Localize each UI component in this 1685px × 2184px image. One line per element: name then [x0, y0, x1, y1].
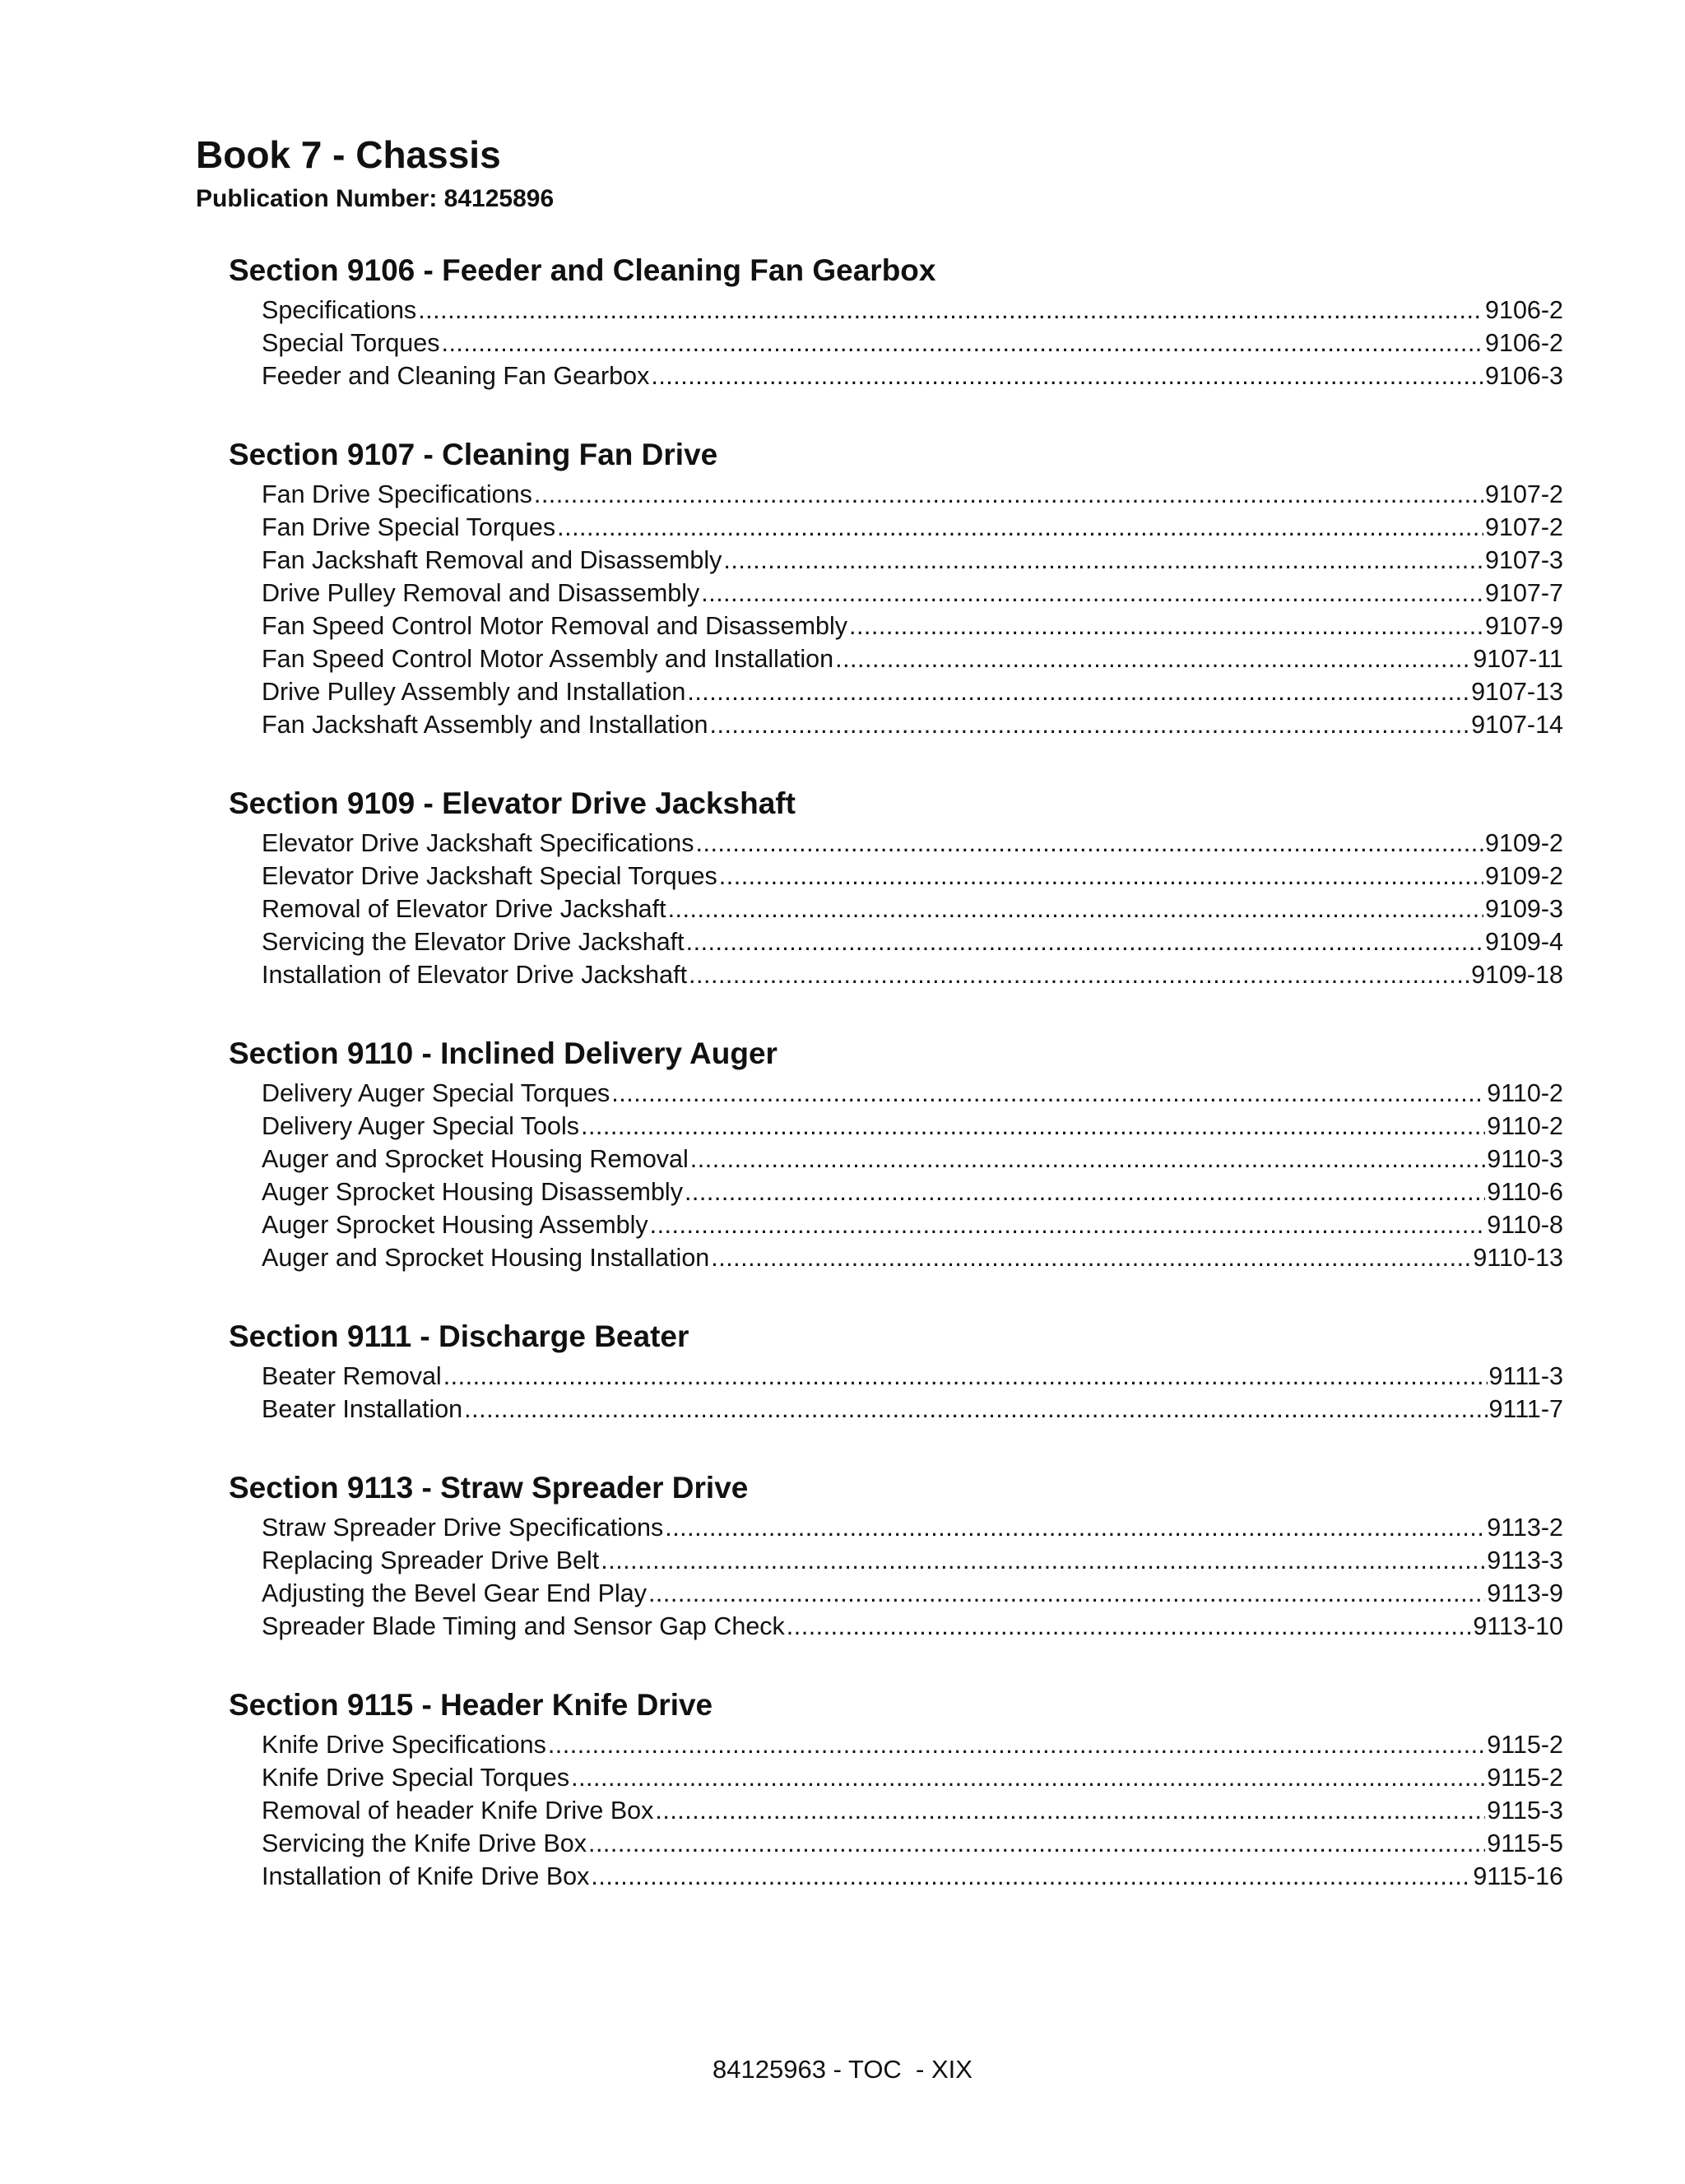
toc-entry[interactable]	[262, 1610, 1563, 1643]
entry-label: Drive Pulley Assembly and Installation	[262, 678, 686, 706]
toc-entry[interactable]	[262, 675, 1563, 708]
toc-entry[interactable]	[262, 958, 1563, 991]
entry-page-number: 9106-3	[1485, 362, 1563, 390]
entry-label: Fan Speed Control Motor Removal and Disassembly	[262, 612, 847, 640]
toc-entry[interactable]	[262, 1360, 1563, 1393]
dot-leader	[835, 642, 1471, 675]
toc-entry[interactable]	[262, 1143, 1563, 1175]
section-title: Section 9107 - Cleaning Fan Drive	[229, 438, 718, 471]
dot-leader	[548, 1728, 1485, 1761]
toc-entry[interactable]	[262, 577, 1563, 610]
entry-page-number: 9107-11	[1473, 645, 1563, 673]
entry-label: Feeder and Cleaning Fan Gearbox	[262, 362, 650, 390]
entry-label: Drive Pulley Removal and Disassembly	[262, 579, 700, 607]
section-title: Section 9111 - Discharge Beater	[229, 1319, 689, 1353]
dot-leader	[651, 359, 1483, 392]
entry-page-number: 9115-16	[1473, 1862, 1563, 1890]
entry-label: Elevator Drive Jackshaft Specifications	[262, 829, 694, 857]
dot-leader	[710, 708, 1470, 741]
toc-entry[interactable]	[262, 827, 1563, 860]
dot-leader	[601, 1544, 1485, 1577]
dot-leader	[557, 511, 1483, 544]
entry-page-number: 9107-13	[1471, 678, 1563, 706]
entry-label: Fan Drive Specifications	[262, 480, 532, 508]
entry-label: Elevator Drive Jackshaft Special Torques	[262, 862, 717, 890]
dot-leader	[665, 1511, 1485, 1544]
entry-page-number: 9106-2	[1485, 329, 1563, 357]
entry-page-number: 9109-2	[1485, 829, 1563, 857]
entry-label: Spreader Blade Timing and Sensor Gap Check	[262, 1612, 785, 1640]
dot-leader	[668, 893, 1483, 925]
dot-leader	[689, 958, 1469, 991]
entry-page-number: 9109-4	[1485, 928, 1563, 956]
toc-entry[interactable]	[262, 327, 1563, 359]
toc-entry[interactable]	[262, 1860, 1563, 1893]
entry-label: Fan Jackshaft Removal and Disassembly	[262, 546, 722, 574]
section-title: Section 9110 - Inclined Delivery Auger	[229, 1036, 778, 1070]
section-entries	[229, 1077, 1563, 1274]
toc-entry[interactable]	[262, 294, 1563, 327]
entry-label: Removal of header Knife Drive Box	[262, 1797, 654, 1825]
section-title: Section 9109 - Elevator Drive Jackshaft	[229, 786, 796, 820]
toc-entry[interactable]	[262, 1794, 1563, 1827]
dot-leader	[723, 544, 1483, 577]
entry-label: Adjusting the Bevel Gear End Play	[262, 1579, 647, 1607]
dot-leader	[690, 1143, 1485, 1175]
toc-entry[interactable]	[262, 478, 1563, 511]
toc-entry[interactable]	[262, 1077, 1563, 1110]
book-title: Book 7 - Chassis	[196, 133, 501, 176]
dot-leader	[571, 1761, 1485, 1794]
entry-page-number: 9107-2	[1485, 480, 1563, 508]
toc-entry[interactable]	[262, 1577, 1563, 1610]
toc-entry[interactable]	[262, 1241, 1563, 1274]
entry-page-number: 9110-2	[1487, 1079, 1563, 1107]
dot-leader	[591, 1860, 1471, 1893]
entry-page-number: 9107-9	[1485, 612, 1563, 640]
entry-label: Specifications	[262, 296, 417, 324]
dot-leader	[588, 1827, 1485, 1860]
section-entries	[229, 827, 1563, 991]
entry-label: Removal of Elevator Drive Jackshaft	[262, 895, 666, 923]
dot-leader	[611, 1077, 1485, 1110]
toc-entry[interactable]	[262, 642, 1563, 675]
entry-label: Delivery Auger Special Torques	[262, 1079, 610, 1107]
entry-label: Fan Speed Control Motor Assembly and Installation	[262, 645, 834, 673]
entry-label: Installation of Knife Drive Box	[262, 1862, 590, 1890]
entry-page-number: 9115-5	[1487, 1829, 1563, 1857]
entry-page-number: 9107-3	[1485, 546, 1563, 574]
entry-label: Auger Sprocket Housing Disassembly	[262, 1178, 683, 1206]
entry-label: Fan Jackshaft Assembly and Installation	[262, 711, 708, 739]
section-entries	[229, 1511, 1563, 1643]
entry-page-number: 9109-18	[1471, 961, 1563, 989]
entry-page-number: 9110-3	[1487, 1145, 1563, 1173]
dot-leader	[849, 610, 1483, 642]
entry-page-number: 9111-3	[1488, 1362, 1563, 1390]
dot-leader	[655, 1794, 1485, 1827]
toc-entry[interactable]	[262, 1728, 1563, 1761]
dot-leader	[464, 1393, 1487, 1426]
entry-label: Delivery Auger Special Tools	[262, 1112, 579, 1140]
toc-entry[interactable]	[262, 860, 1563, 893]
toc-section	[229, 1468, 1563, 1643]
entry-page-number: 9113-2	[1487, 1514, 1563, 1542]
dot-leader	[441, 327, 1483, 359]
entry-label: Straw Spreader Drive Specifications	[262, 1514, 664, 1542]
entry-page-number: 9113-9	[1487, 1579, 1563, 1607]
entry-label: Auger and Sprocket Housing Installation	[262, 1244, 710, 1272]
entry-label: Auger and Sprocket Housing Removal	[262, 1145, 689, 1173]
page-footer: 84125963 - TOC - XIX	[713, 2055, 972, 2084]
entry-label: Beater Installation	[262, 1395, 463, 1423]
entry-label: Replacing Spreader Drive Belt	[262, 1546, 600, 1574]
dot-leader	[696, 827, 1484, 860]
entry-page-number: 9110-2	[1487, 1112, 1563, 1140]
entry-label: Knife Drive Special Torques	[262, 1764, 570, 1792]
toc-entry[interactable]	[262, 1175, 1563, 1208]
section-title: Section 9113 - Straw Spreader Drive	[229, 1471, 749, 1505]
entry-label: Beater Removal	[262, 1362, 442, 1390]
publication-number: Publication Number: 84125896	[196, 185, 555, 212]
section-entries	[229, 1360, 1563, 1426]
toc-entry[interactable]	[262, 1761, 1563, 1794]
entry-page-number: 9109-2	[1485, 862, 1563, 890]
dot-leader	[534, 478, 1483, 511]
toc-entry[interactable]	[262, 1511, 1563, 1544]
entry-page-number: 9115-2	[1487, 1731, 1563, 1759]
toc-entry[interactable]	[262, 511, 1563, 544]
dot-leader	[787, 1610, 1472, 1643]
section-title: Section 9115 - Header Knife Drive	[229, 1688, 713, 1722]
entry-page-number: 9110-8	[1487, 1211, 1563, 1239]
dot-leader	[581, 1110, 1485, 1143]
dot-leader	[685, 1175, 1485, 1208]
toc-entry[interactable]	[262, 610, 1563, 642]
section-entries	[229, 1728, 1563, 1893]
section-entries	[229, 294, 1563, 392]
entry-label: Installation of Elevator Drive Jackshaft	[262, 961, 688, 989]
entry-page-number: 9115-2	[1487, 1764, 1563, 1792]
entry-label: Knife Drive Specifications	[262, 1731, 546, 1759]
toc-section	[229, 435, 1563, 741]
toc-entry[interactable]	[262, 544, 1563, 577]
toc-section	[229, 251, 1563, 392]
dot-leader	[719, 860, 1483, 893]
section-entries	[229, 478, 1563, 741]
entry-label: Special Torques	[262, 329, 440, 357]
toc-entry[interactable]	[262, 893, 1563, 925]
entry-page-number: 9110-6	[1487, 1178, 1563, 1206]
toc-entry[interactable]	[262, 1393, 1563, 1426]
toc-entry[interactable]	[262, 359, 1563, 392]
toc-section	[229, 1034, 1563, 1274]
toc-entry[interactable]	[262, 708, 1563, 741]
toc-entry[interactable]	[262, 925, 1563, 958]
entry-page-number: 9106-2	[1485, 296, 1563, 324]
toc-section	[229, 784, 1563, 991]
dot-leader	[686, 925, 1483, 958]
entry-label: Servicing the Elevator Drive Jackshaft	[262, 928, 685, 956]
entry-page-number: 9107-2	[1485, 513, 1563, 541]
toc-entry[interactable]	[262, 1827, 1563, 1860]
dot-leader	[650, 1208, 1486, 1241]
dot-leader	[443, 1360, 1488, 1393]
dot-leader	[418, 294, 1483, 327]
entry-page-number: 9107-14	[1471, 711, 1563, 739]
dot-leader	[648, 1577, 1485, 1610]
dot-leader	[711, 1241, 1471, 1274]
section-title: Section 9106 - Feeder and Cleaning Fan Gearbox	[229, 253, 936, 287]
dot-leader	[687, 675, 1469, 708]
entry-page-number: 9113-3	[1487, 1546, 1563, 1574]
toc-section	[229, 1686, 1563, 1893]
toc-entry[interactable]	[262, 1544, 1563, 1577]
toc-sections	[229, 251, 1563, 1936]
toc-section	[229, 1317, 1563, 1426]
toc-entry[interactable]	[262, 1208, 1563, 1241]
entry-page-number: 9111-7	[1488, 1395, 1563, 1423]
entry-page-number: 9110-13	[1473, 1244, 1563, 1272]
entry-page-number: 9115-3	[1487, 1797, 1563, 1825]
toc-entry[interactable]	[262, 1110, 1563, 1143]
entry-label: Auger Sprocket Housing Assembly	[262, 1211, 648, 1239]
dot-leader	[701, 577, 1483, 610]
entry-label: Fan Drive Special Torques	[262, 513, 556, 541]
entry-page-number: 9113-10	[1473, 1612, 1563, 1640]
entry-label: Servicing the Knife Drive Box	[262, 1829, 587, 1857]
entry-page-number: 9107-7	[1485, 579, 1563, 607]
entry-page-number: 9109-3	[1485, 895, 1563, 923]
